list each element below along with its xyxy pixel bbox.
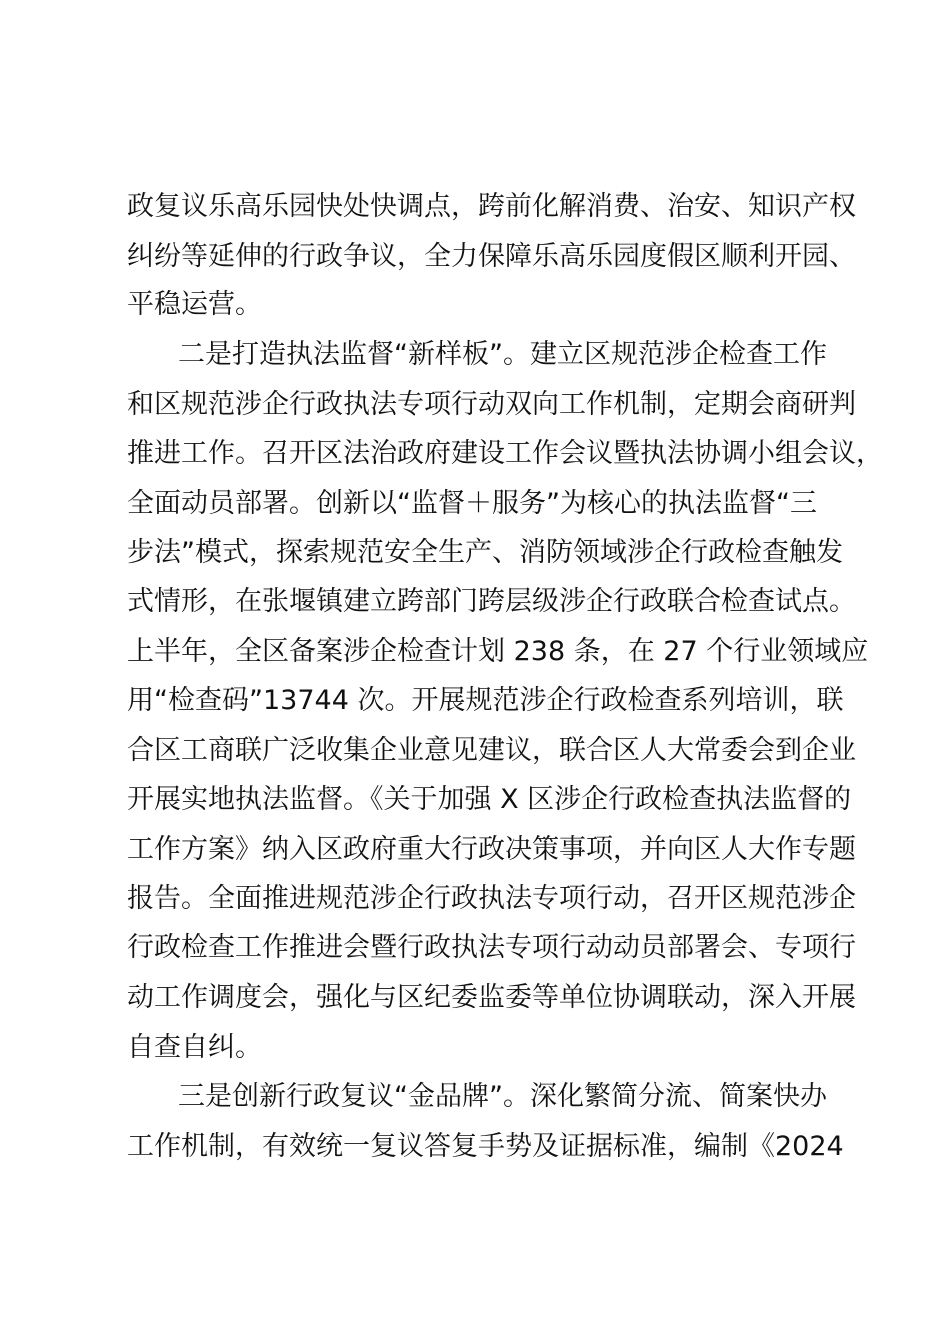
text-line: 式情形，在张堰镇建立跨部门跨层级涉企行政联合检查试点。 (127, 586, 856, 617)
text-line: 工作机制，有效统一复议答复手势及证据标准，编制《2024 (127, 1131, 844, 1162)
paragraph-first-line: 三是创新行政复议“金品牌”。深化繁简分流、简案快办 (178, 1081, 827, 1112)
text-line: 动工作调度会，强化与区纪委监委等单位协调联动，深入开展 (127, 982, 856, 1013)
text-line: 全面动员部署。创新以“监督＋服务”为核心的执法监督“三 (127, 488, 817, 519)
text-line: 和区规范涉企行政执法专项行动双向工作机制，定期会商研判 (127, 389, 856, 420)
text-line: 用“检查码”13744 次。开展规范涉企行政检查系列培训，联 (127, 685, 844, 716)
text-line: 步法”模式，探索规范安全生产、消防领域涉企行政检查触发 (127, 537, 843, 568)
text-line: 行政检查工作推进会暨行政执法专项行动动员部署会、专项行 (127, 932, 856, 963)
text-line: 政复议乐高乐园快处快调点，跨前化解消费、治安、知识产权 (127, 191, 856, 222)
text-line: 平稳运营。 (127, 289, 262, 320)
text-line: 合区工商联广泛收集企业意见建议，联合区人大常委会到企业 (127, 735, 856, 766)
text-line: 上半年，全区备案涉企检查计划 238 条，在 27 个行业领域应 (127, 636, 869, 667)
text-line: 纠纷等延伸的行政争议，全力保障乐高乐园度假区顺利开园、 (127, 241, 856, 272)
text-line: 报告。全面推进规范涉企行政执法专项行动，召开区规范涉企 (127, 883, 856, 914)
text-line: 推进工作。召开区法治政府建设工作会议暨执法协调小组会议， (127, 438, 883, 469)
paragraph-first-line: 二是打造执法监督“新样板”。建立区规范涉企检查工作 (178, 339, 827, 370)
text-line: 开展实地执法监督。《关于加强 X 区涉企行政检查执法监督的 (127, 784, 852, 815)
text-line: 工作方案》纳入区政府重大行政决策事项，并向区人大作专题 (127, 834, 856, 865)
text-line: 自查自纠。 (127, 1032, 262, 1063)
